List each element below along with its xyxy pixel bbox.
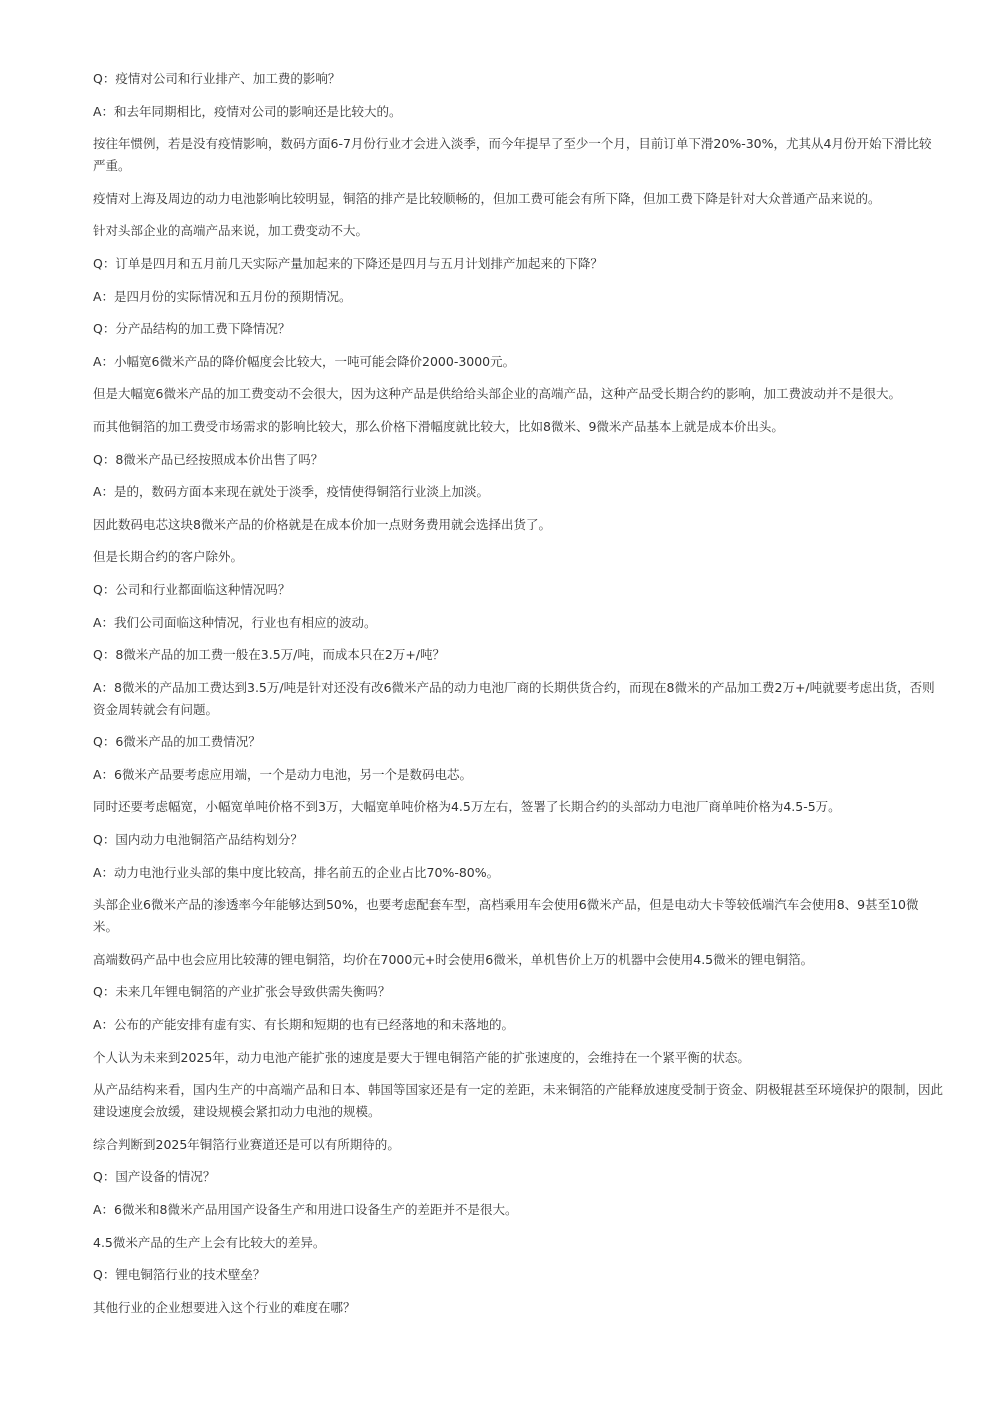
document-body (93, 68, 943, 1329)
question-paragraph: Q：8微米产品已经按照成本价出售了吗？ (93, 451, 324, 467)
question-paragraph: Q：订单是四月和五月前几天实际产量加起来的下降还是四月与五月计划排产加起来的下降？ (93, 255, 603, 271)
question-paragraph: Q：6微米产品的加工费情况？ (93, 734, 261, 750)
body-paragraph: 但是大幅宽6微米产品的加工费变动不会很大，因为这种产品是供给给头部企业的高端产品，这种产品受长期合约的影响，加工费波动并不是很大。 (93, 386, 901, 402)
body-paragraph: 疫情对上海及周边的动力电池影响比较明显，铜箔的排产是比较顺畅的，但加工费可能会有所下降，但加工费下降是针对大众普通产品来说的。 (93, 190, 881, 206)
body-paragraph: 但是长期合约的客户除外。 (93, 549, 244, 565)
answer-paragraph: A：8微米的产品加工费达到3.5万/吨是针对还没有改6微米产品的动力电池厂商的长期供货合约，而现在8微米的产品加工费2万+/吨就要考虑出货，否则资金周转就会有问题。 (93, 679, 935, 717)
question-paragraph: Q：未来几年锂电铜箔的产业扩张会导致供需失衡吗？ (93, 984, 391, 1000)
answer-paragraph: A：公布的产能安排有虚有实、有长期和短期的也有已经落地的和未落地的。 (93, 1017, 515, 1033)
body-paragraph: 同时还要考虑幅宽，小幅宽单吨价格不到3万，大幅宽单吨价格为4.5万左右，签署了长期合约的头部动力电池厂商单吨价格为4.5-5万。 (93, 799, 841, 815)
body-paragraph: 按往年惯例，若是没有疫情影响，数码方面6-7月份行业才会进入淡季，而今年提早了至少一个月，目前订单下滑20%-30%，尤其从4月份开始下滑比较严重。 (93, 136, 932, 174)
question-paragraph: Q：疫情对公司和行业排产、加工费的影响？ (93, 71, 341, 86)
answer-paragraph: A：小幅宽6微米产品的降价幅度会比较大，一吨可能会降价2000-3000元。 (93, 353, 516, 369)
body-paragraph: 个人认为未来到2025年，动力电池产能扩张的速度是要大于锂电铜箔产能的扩张速度的，会维持在一个紧平衡的状态。 (93, 1049, 750, 1065)
question-paragraph: Q：锂电铜箔行业的技术壁垒？ (93, 1267, 266, 1283)
answer-paragraph: A：是的，数码方面本来现在就处于淡季，疫情使得铜箔行业淡上加淡。 (93, 484, 490, 500)
body-paragraph: 从产品结构来看，国内生产的中高端产品和日本、韩国等国家还是有一定的差距，未来铜箔的产能释放速度受制于资金、阴极辊甚至环境保护的限制，因此建设速度会放缓，建设规模会紧扣动力电池的规模。 (93, 1082, 944, 1120)
answer-paragraph: A：我们公司面临这种情况，行业也有相应的波动。 (93, 614, 377, 630)
answer-paragraph: A：动力电池行业头部的集中度比较高，排名前五的企业占比70%-80%。 (93, 864, 500, 880)
body-paragraph: 头部企业6微米产品的渗透率今年能够达到50%，也要考虑配套车型，高档乘用车会使用6微米产品，但是电动大卡等较低端汽车会使用8、9甚至10微米。 (93, 897, 919, 935)
body-paragraph: 其他行业的企业想要进入这个行业的难度在哪？ (93, 1299, 356, 1315)
answer-paragraph: A：是四月份的实际情况和五月份的预期情况。 (93, 288, 352, 304)
answer-paragraph: A：6微米产品要考虑应用端，一个是动力电池，另一个是数码电芯。 (93, 766, 473, 782)
question-paragraph: Q：公司和行业都面临这种情况吗？ (93, 581, 291, 597)
body-paragraph: 综合判断到2025年铜箔行业赛道还是可以有所期待的。 (93, 1136, 400, 1152)
answer-paragraph: A：和去年同期相比，疫情对公司的影响还是比较大的。 (93, 103, 402, 119)
body-paragraph: 因此数码电芯这块8微米产品的价格就是在成本价加一点财务费用就会选择出货了。 (93, 516, 551, 532)
question-paragraph: Q：8微米产品的加工费一般在3.5万/吨，而成本只在2万+/吨？ (93, 647, 446, 663)
question-paragraph: Q：国产设备的情况？ (93, 1169, 216, 1185)
body-paragraph: 针对头部企业的高端产品来说，加工费变动不大。 (93, 223, 369, 239)
body-paragraph: 4.5微米产品的生产上会有比较大的差异。 (93, 1234, 326, 1250)
body-paragraph: 而其他铜箔的加工费受市场需求的影响比较大，那么价格下滑幅度就比较大，比如8微米、9微米产品基本上就是成本价出头。 (93, 418, 784, 434)
body-paragraph: 高端数码产品中也会应用比较薄的锂电铜箔，均价在7000元+时会使用6微米，单机售价上万的机器中会使用4.5微米的锂电铜箔。 (93, 951, 814, 967)
answer-paragraph: A：6微米和8微米产品用国产设备生产和用进口设备生产的差距并不是很大。 (93, 1202, 518, 1217)
question-paragraph: Q：分产品结构的加工费下降情况？ (93, 321, 291, 337)
question-paragraph: Q：国内动力电池铜箔产品结构划分？ (93, 832, 303, 848)
